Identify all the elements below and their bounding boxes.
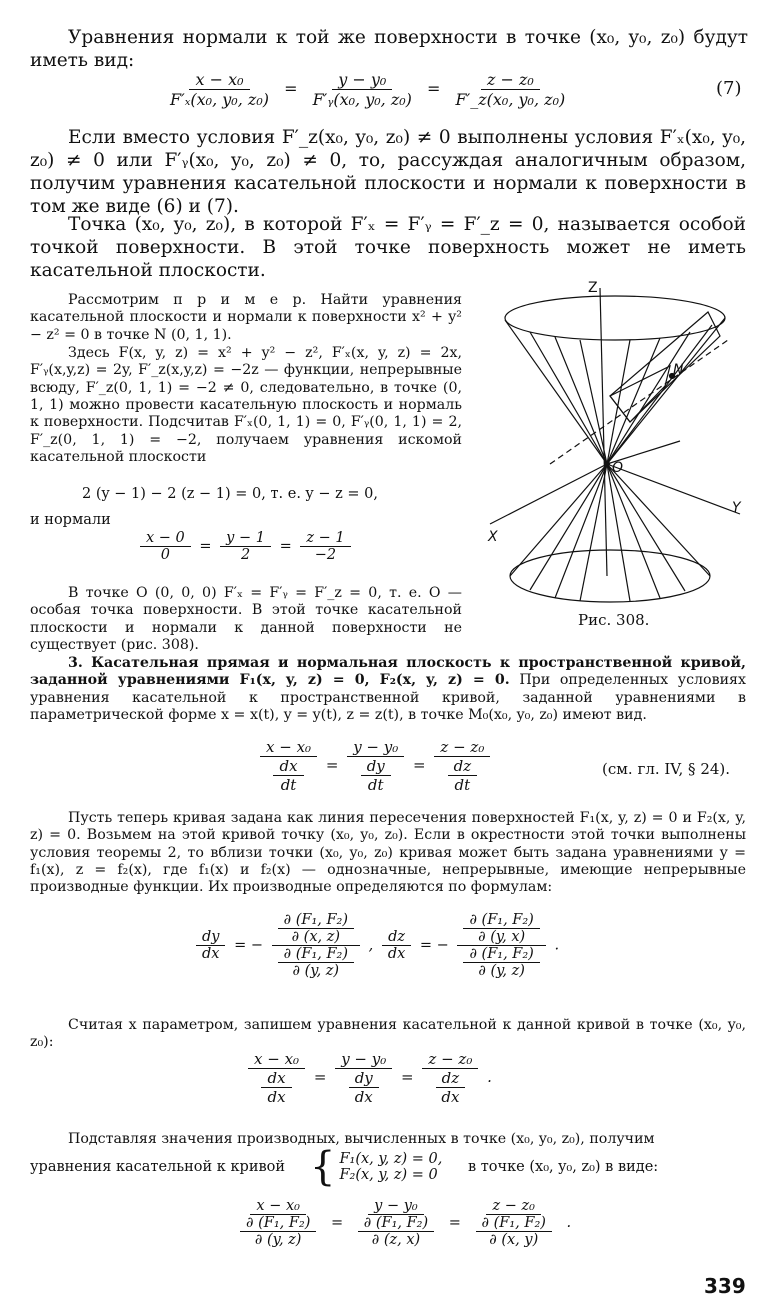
eq7-num-3: z − z₀ <box>481 70 540 90</box>
jac-3-bot: ∂ (y, x) <box>478 929 526 945</box>
section-3-heading: 3. Касательная прямая и нормальная плоскость к пространственной кривой, заданной уравнениями F₁(x, y, z) = 0, F₂(x, y, z) = 0. <box>30 655 746 689</box>
param-den-bot-2: dt <box>367 776 384 794</box>
tan-den-top-1: dx <box>261 1069 291 1088</box>
param-den-top-2: dy <box>361 757 391 776</box>
jac-3-top: ∂ (F₁, F₂) <box>463 912 539 929</box>
normal-den-1: 0 <box>160 547 170 563</box>
tangent-plane-equation: 2 (y − 1) − 2 (z − 1) = 0, т. е. y − z = 0, <box>82 486 378 502</box>
x-axis <box>490 464 607 524</box>
paragraph-5b: уравнения касательной к кривой <box>30 1159 286 1175</box>
jac-4-bot: ∂ (y, z) <box>478 963 525 979</box>
final-tangent-equation: $\frac{\text{x − x₀}}{\frac{\text{∂ (F₁, F₂)}}{\partial (y, z)}}$ = $\frac{\text{y − y₀}}{\frac{\text{∂ (F₁, F₂)}}{\partial (z, x)}}$ = $\frac{\text{z − z₀}}{\frac{\text{∂ (F₁, F₂)}}{\partial (x, y)}}$ . <box>230 1198 571 1248</box>
example-intro: Рассмотрим п р и м е р. Найти уравнения касательной плоскости и нормали к поверхности x² + y² − z² = 0 в точке N (0, 1, 1). <box>30 292 462 343</box>
curve-system: { F₁(x, y, z) = 0, F₂(x, y, z) = 0 <box>310 1144 443 1190</box>
final-num-1: x − x₀ <box>250 1198 306 1215</box>
final-num-2: y − y₀ <box>368 1198 424 1215</box>
tan-den-bot-3: dx <box>441 1088 460 1106</box>
final-den-bot-2: ∂ (z, x) <box>371 1232 421 1248</box>
y-axis <box>607 464 740 514</box>
dy-num: dy <box>196 929 225 946</box>
section-3-text: При определенных условиях уравнения касательной к пространственной кривой, заданной уравнениями в параметрической форме x = x(t), y = y(t), z = z(t), в точке M₀(x₀, y₀, z₀) имеют вид. <box>30 672 746 723</box>
final-den-bot-3: ∂ (x, y) <box>489 1232 539 1248</box>
example-body: Здесь F(x, y, z) = x² + y² − z², F′ₓ(x, y, z) = 2x, F′ᵧ(x,y,z) = 2y, F′_z(x,y,z) = −2z — функции, непрерывные всюду, F′_z(0, 1, 1) = −2 ≠ 0, следовательно, в точке (0, 1, 1) можно провести касательную плоскость и нормаль к поверхности. Подсчитав F′ₓ(0, 1, 1) = 0, F′ᵧ(0, 1, 1) = 2, F′_z(0, 1, 1) = −2, получаем уравнения искомой касательной плоскости <box>30 345 462 465</box>
label-z: Z <box>588 280 598 296</box>
equation-7-label: (7) <box>716 78 742 99</box>
final-num-3: z − z₀ <box>486 1198 540 1215</box>
eq7-num-2: y − y₀ <box>332 70 392 90</box>
tangent-x-param-equation: $\frac{\text{x − x₀}}{\frac{dx}{dx}}$ = $\frac{\text{y − y₀}}{\frac{dy}{dx}}$ = $\frac{\text{z − z₀}}{\frac{dz}{dx}}$ . <box>244 1050 492 1106</box>
paragraph-1: Если вместо условия F′_z(x₀, y₀, z₀) ≠ 0 выполнены условия F′ₓ(x₀, y₀, z₀) ≠ 0 или F′ᵧ(x₀, y₀, z₀) ≠ 0, то, рассуждая аналогичным образом, получим уравнения касательной плоскости и нормали к поверхности в том же виде (6) и (7). <box>30 127 746 218</box>
z-axis <box>600 288 607 576</box>
eq7-den-2: F′ᵧ(x₀, y₀, z₀) <box>312 90 412 109</box>
normal-num-1: x − 0 <box>140 530 191 547</box>
param-den-top-3: dz <box>448 757 478 776</box>
normal-num-2: y − 1 <box>220 530 271 547</box>
normal-label: и нормали <box>30 512 111 528</box>
param-den-bot-1: dt <box>280 776 297 794</box>
dz-num: dz <box>382 929 411 946</box>
jac-1-top: ∂ (F₁, F₂) <box>278 912 354 929</box>
label-n: N <box>673 362 684 378</box>
normal-line <box>550 340 728 464</box>
param-den-top-1: dx <box>273 757 303 776</box>
tan-den-top-3: dz <box>436 1069 466 1088</box>
label-x: X <box>488 529 498 545</box>
system-eq-2: F₂(x, y, z) = 0 <box>339 1167 438 1183</box>
normal-den-2: 2 <box>240 547 251 563</box>
tan-num-2: y − y₀ <box>335 1050 392 1069</box>
figure-308-cone <box>470 276 750 626</box>
param-num-1: x − x₀ <box>260 738 317 757</box>
normal-equation: $\frac{x - 0}{0}$ = $\frac{y - 1}{2}$ = $\frac{z - 1}{-2}$ <box>136 530 355 563</box>
system-eq-1: F₁(x, y, z) = 0, <box>339 1151 443 1167</box>
label-o: O <box>612 460 624 476</box>
paragraph-2: Точка (x₀, y₀, z₀), в которой F′ₓ = F′ᵧ = F′_z = 0, называется особой точкой поверхности. В этой точке поверхность может не иметь касательной плоскости. <box>30 214 746 282</box>
tan-den-bot-1: dx <box>267 1088 286 1106</box>
final-den-top-1: ∂ (F₁, F₂) <box>240 1215 316 1232</box>
upper-cone-rim <box>505 296 725 340</box>
intro-text: Уравнения нормали к той же поверхности в точке (x₀, y₀, z₀) будут иметь вид: <box>30 27 748 72</box>
tan-num-3: z − z₀ <box>422 1050 478 1069</box>
equation-7: $\frac{\text{x − x₀}}{\text{F′ₓ(x₀, y₀, z₀)}}$ = $\frac{\text{y − y₀}}{\text{F′ᵧ(x₀, y₀, z₀)}}$ = $\frac{\text{z − z₀}}{\text{F′\_z(x₀, y₀, z₀)}}$ <box>160 70 575 109</box>
param-num-2: y − y₀ <box>347 738 404 757</box>
eq7-den-1: F′ₓ(x₀, y₀, z₀) <box>170 90 269 109</box>
normal-num-3: z − 1 <box>300 530 350 547</box>
jac-1-bot: ∂ (x, z) <box>291 929 341 945</box>
lower-cone-rim <box>510 550 710 602</box>
eq7-num-1: x − x₀ <box>189 70 249 90</box>
eq7-den-3: F′_z(x₀, y₀, z₀) <box>455 90 566 109</box>
jac-4-top: ∂ (F₁, F₂) <box>463 946 539 963</box>
section-3 <box>30 655 746 724</box>
derivative-formulas: $\frac{dy}{dx}$ = − $\frac{\frac{\text{∂ (F₁, F₂)}}{\partial (x, z)}}{\frac{\text{∂ (F₁, F₂)}}{\partial (y, z)}}$ , $\frac{dz}{dx}$ = − $\frac{\frac{\text{∂ (F₁, F₂)}}{\partial (y, x)}}{\frac{\text{∂ (F₁, F₂)}}{\partial (y, z)}}$ . <box>192 912 559 979</box>
normal-den-3: −2 <box>314 547 337 563</box>
param-num-3: z − z₀ <box>434 738 490 757</box>
tangent-plane <box>610 312 720 422</box>
param-den-bot-3: dt <box>454 776 471 794</box>
figure-caption: Рис. 308. <box>578 611 650 629</box>
paragraph-3: Пусть теперь кривая задана как линия пересечения поверхностей F₁(x, y, z) = 0 и F₂(x, y, z) = 0. Возьмем на этой кривой точку (x₀, y₀, z₀). Если в окрестности этой точки выполнены условия теоремы 2, то вблизи точки (x₀, y₀, z₀) кривая может быть задана уравнениями y = f₁(x), z = f₂(x), где f₁(x) и f₂(x) — однозначные, непрерывные, имеющие непрерывные производные функции. Их производные определяются по формулам: <box>30 810 746 896</box>
paragraph-4: Считая x параметром, запишем уравнения касательной к данной кривой в точке (x₀, y₀, z₀): <box>30 1017 746 1051</box>
jac-2-top: ∂ (F₁, F₂) <box>278 946 354 963</box>
paragraph-5c: в точке (x₀, y₀, z₀) в виде: <box>468 1159 659 1175</box>
tan-num-1: x − x₀ <box>248 1050 305 1069</box>
param-tangent-equation: $\frac{\text{x − x₀}}{\frac{dx}{dt}}$ = $\frac{\text{y − y₀}}{\frac{dy}{dt}}$ = $\frac{\text{z − z₀}}{\frac{dz}{dt}}$ <box>256 738 494 794</box>
tan-den-bot-2: dx <box>354 1088 373 1106</box>
final-den-top-2: ∂ (F₁, F₂) <box>358 1215 434 1232</box>
chapter-reference: (см. гл. IV, § 24). <box>602 760 731 778</box>
dy-den: dx <box>202 946 220 962</box>
label-y: Y <box>732 500 741 516</box>
tan-den-top-2: dy <box>349 1069 379 1088</box>
example-conclusion: В точке O (0, 0, 0) F′ₓ = F′ᵧ = F′_z = 0, т. е. O — особая точка поверхности. В этой точке касательной плоскости и нормали к данной поверхности не существует (рис. 308). <box>30 585 462 653</box>
final-den-top-3: ∂ (F₁, F₂) <box>476 1215 552 1232</box>
jac-2-bot: ∂ (y, z) <box>292 963 340 979</box>
page-number: 339 <box>704 1274 746 1298</box>
dz-den: dx <box>387 946 406 962</box>
paragraph-5a: Подставляя значения производных, вычисленных в точке (x₀, y₀, z₀), получим <box>68 1131 655 1147</box>
final-den-bot-1: ∂ (y, z) <box>254 1232 302 1248</box>
